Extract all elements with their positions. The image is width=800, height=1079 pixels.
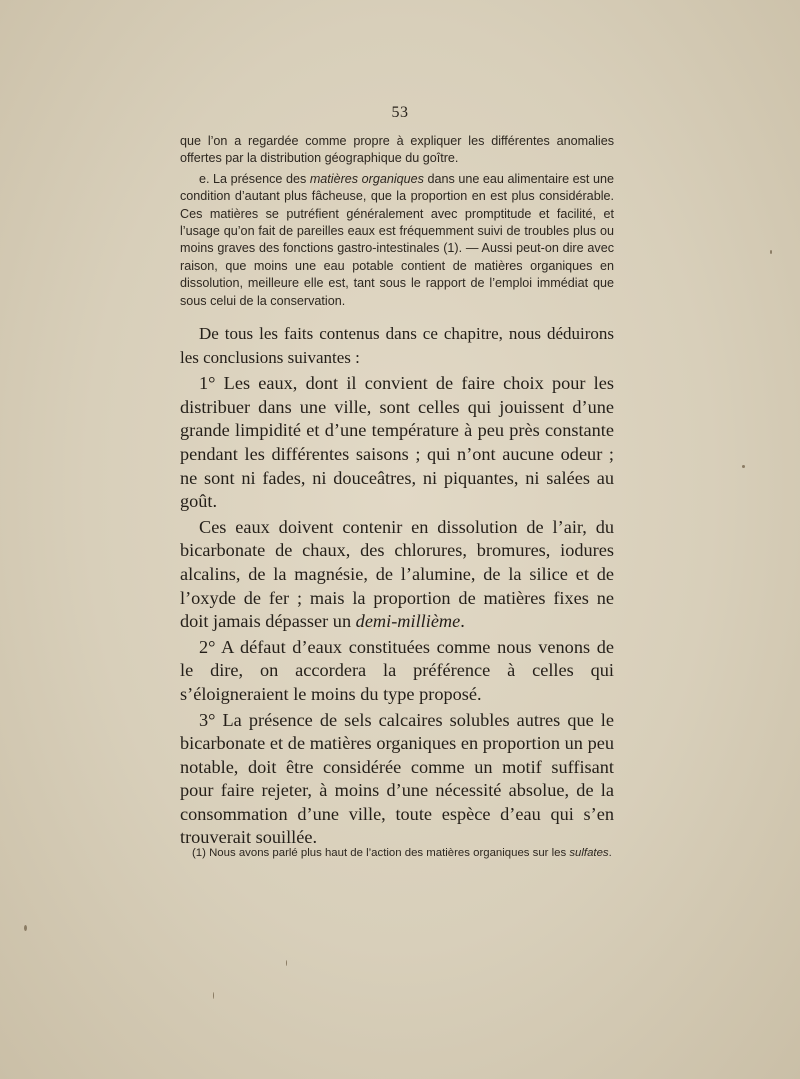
ink-speck <box>770 250 772 254</box>
footnote-prefix: (1) Nous avons parlé plus haut de l’action des matières organiques sur les <box>192 847 570 859</box>
footnote-emphasis: sulfates <box>569 847 609 859</box>
top-section <box>180 133 614 310</box>
conclusion-1-continued-prefix: Ces eaux doivent contenir en dissolution de l’air, du bicarbonate de chaux, des chlorures, bromures, iodures alcalins, de la magnésie, de l’alumine, de la silice et de l’oxyde de fer ; mais la proportion de matières fixes ne doit jamais dépasser un <box>180 516 614 632</box>
footnote-suffix: . <box>608 847 612 859</box>
footnote <box>180 846 614 862</box>
conclusion-1-continued-paragraph <box>180 516 614 634</box>
page-number: 53 <box>391 104 409 121</box>
paragraph-e-prefix: e. La présence des <box>199 171 310 186</box>
conclusions-section <box>180 322 614 850</box>
paragraph-e <box>180 171 614 310</box>
paragraph-e-emphasis: matières organiques <box>309 171 424 186</box>
intro-paragraph: De tous les faits contenus dans ce chapitre, nous déduirons les conclusions suivantes : <box>180 324 614 367</box>
conclusion-1-paragraph: 1° Les eaux, dont il convient de faire choix pour les distribuer dans une ville, sont celles qui jouissent d’une grande limpidité et d’une température à peu près constante pendant les différentes saisons ; qui n’ont aucune odeur ; ne sont ni fades, ni douceâtres, ni piquantes, ni salées au goût. <box>180 373 614 512</box>
ink-speck <box>213 992 214 999</box>
ink-speck <box>742 465 745 468</box>
ink-speck <box>286 960 287 966</box>
footnote-paragraph <box>180 846 614 862</box>
continuation-paragraph: que l’on a regardée comme propre à expliquer les différentes anomalies offertes par la distribution géographique du goître. <box>180 134 614 166</box>
conclusion-3-paragraph: 3° La présence de sels calcaires solubles autres que le bicarbonate et de matières organiques en proportion un peu notable, doit être considérée comme un motif suffisant pour faire rejeter, à moins d’une nécessité absolue, de la consommation d’une ville, toute espèce d’eau qui s’en trouverait souillée. <box>180 709 614 848</box>
paragraph-e-suffix: dans une eau alimentaire est une condition d’autant plus fâcheuse, que la proportion en est plus considérable. Ces matières se putréfient généralement avec promptitude et facilité, et l’usage qu’on fait de pareilles eaux est fréquemment suivi de troubles plus ou moins graves des fonctions gastro-intestinales (1). — Aussi peut-on dire avec raison, que moins une eau potable contient de matières organiques en dissolution, meilleure elle est, tant sous le rapport de l’emploi immédiat que sous celui de la conservation. <box>180 171 614 308</box>
conclusion-2-paragraph: 2° A défaut d’eaux constituées comme nous venons de le dire, on accordera la préférence à celles qui s’éloigneraient le moins du type proposé. <box>180 636 614 704</box>
conclusion-1-continued-suffix: . <box>460 611 465 632</box>
ink-speck <box>24 925 27 931</box>
half-thousandth-emphasis: demi-millième <box>355 611 461 632</box>
